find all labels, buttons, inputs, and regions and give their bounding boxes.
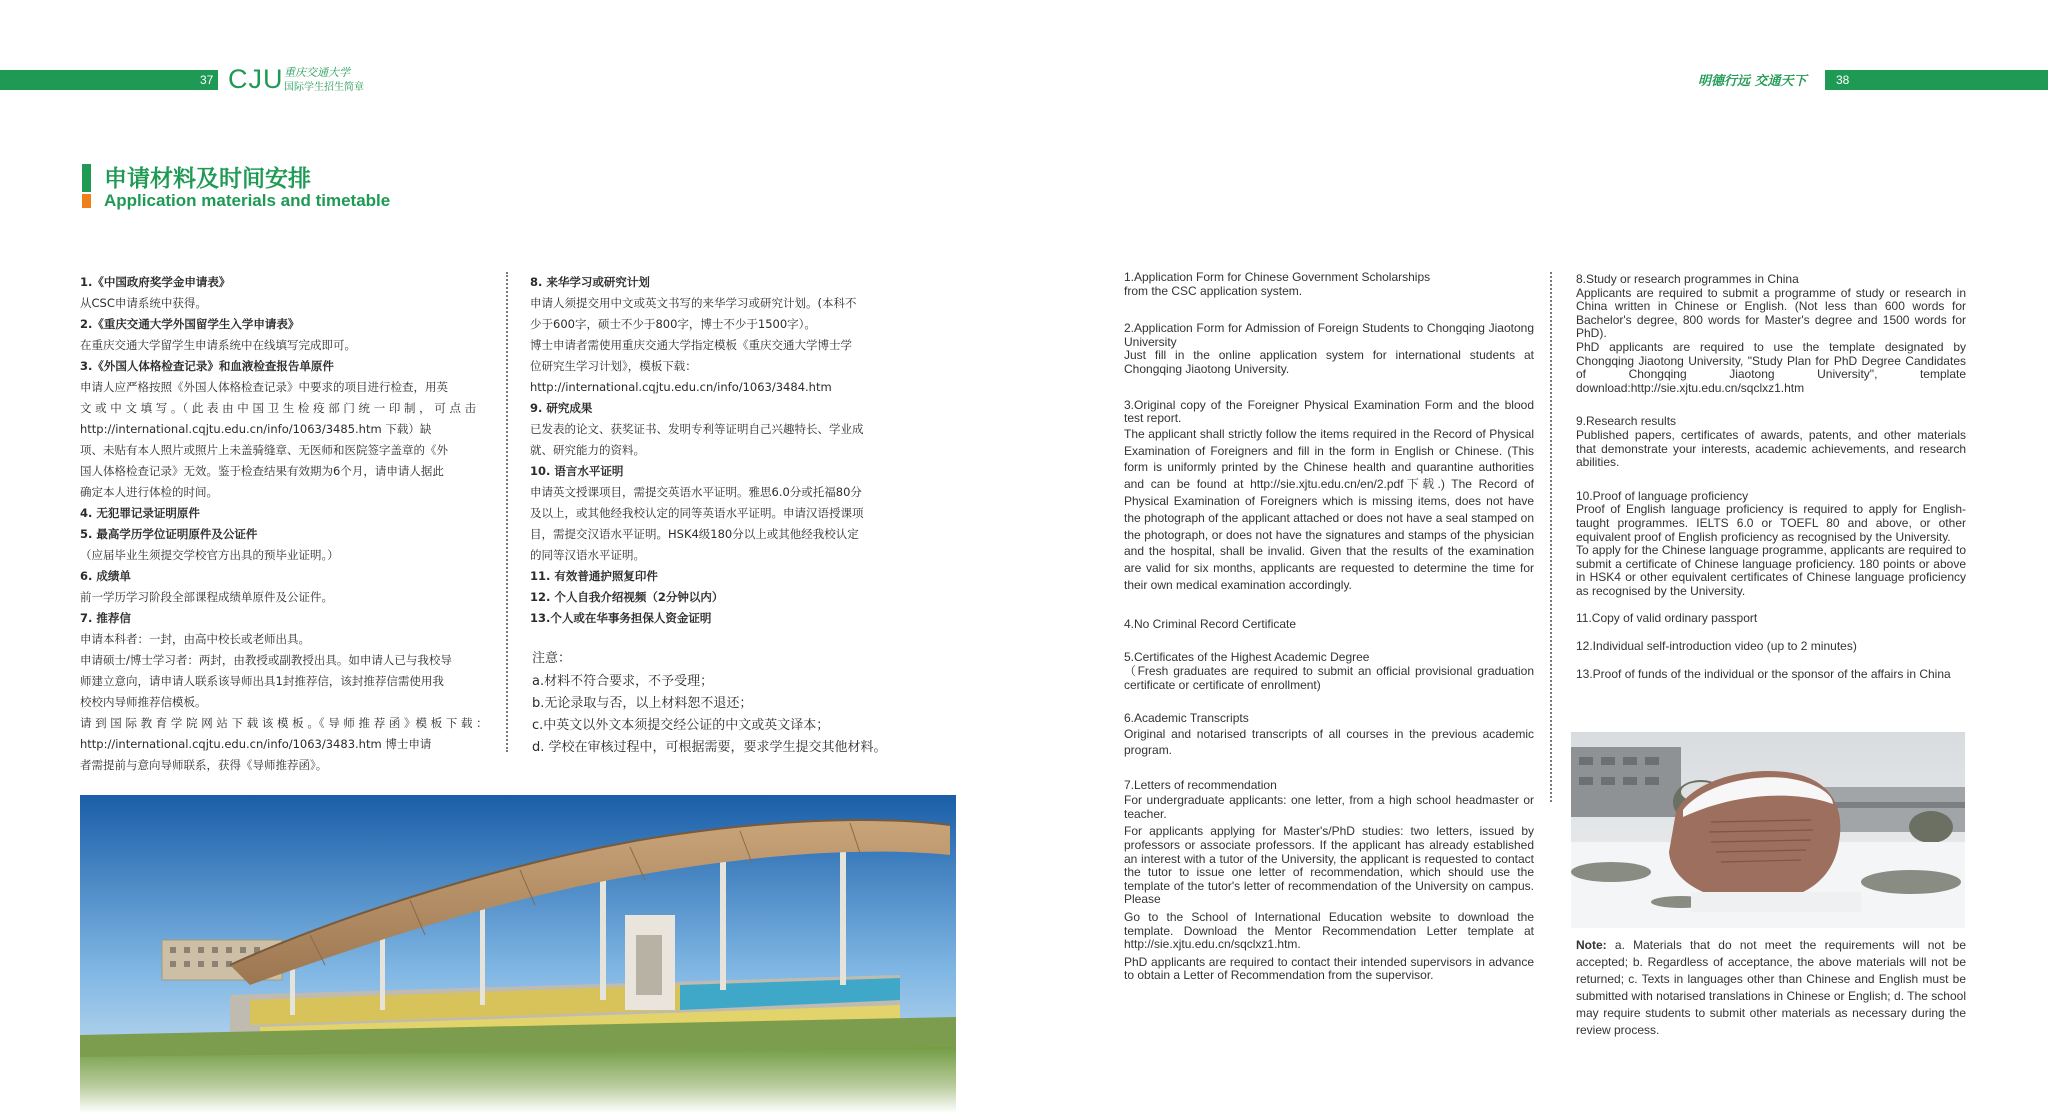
cn-text-line: 13.个人或在华事务担保人资金证明 — [530, 611, 712, 625]
en-item-11-title: 11.Copy of valid ordinary passport — [1576, 611, 1758, 626]
cn-text-line: 9. 研究成果 — [530, 401, 593, 415]
cn-text-line: 就、研究能力的资料。 — [530, 443, 645, 457]
cn-text-line: 6. 成绩单 — [80, 569, 131, 583]
cn-text-line: 12. 个人自我介绍视频（2分钟以内） — [530, 590, 724, 604]
en-item-7-body-4: PhD applicants are required to contact their intended supervisors in advance to obtain a Letter of Recommendation from the supervisor. — [1124, 954, 1534, 983]
en-item-5-body: （Fresh graduates are required to submit an official provisional graduation certificate or certificate of enrollment) — [1124, 663, 1534, 692]
en-item-1-body: from the CSC application system. — [1124, 283, 1303, 298]
stadium-photo — [80, 795, 956, 1113]
en-item-9-title: 9.Research results — [1576, 414, 1677, 429]
en-item-5-title: 5.Certificates of the Highest Academic Degree — [1124, 650, 1370, 665]
en-item-13-title: 13.Proof of funds of the individual or the sponsor of the affairs in China — [1576, 666, 1951, 681]
en-note-body: a. Materials that do not meet the requirements will not be accepted; b. Regardless of acceptance, the above materials will not be returned; c. Texts in languages other than Chinese and English must be submitted with notarised translations in Chinese or English; d. The school may require students to submit other materials as necessary during the review process. — [1576, 938, 1966, 1037]
cn-text-line: 已发表的论文、获奖证书、发明专利等证明自己兴趣特长、学业成 — [530, 422, 864, 436]
section-title-en: Application materials and timetable — [104, 191, 391, 210]
en-item-10-body-1: Proof of English language proficiency is required to apply for English-taught programmes. IELTS 6.0 or TOEFL 80 and above, or other equivalent proof of English proficiency as recognised by the University. — [1576, 502, 1966, 544]
cn-text-line: 目，需提交汉语水平证明。HSK4级180分以上或其他经我校认定 — [530, 527, 859, 541]
cju-logo-text: CJU — [228, 64, 284, 94]
column-divider-dotted — [506, 272, 508, 752]
cn-notice-item: d. 学校在审核过程中，可根据需要，要求学生提交其他材料。 — [532, 740, 887, 755]
en-item-9-body: Published papers, certificates of awards, patents, and other materials that demonstrate your interests, academic achievements, and research abilities. — [1576, 427, 1966, 470]
en-item-8-body-1: Applicants are required to submit a programme of study or research in China written in Chinese or English. (Not less than 600 words for Bachelor's degree, 800 words for Master's degree and 1500 words for PhD). — [1576, 285, 1966, 341]
column-divider-dotted-en — [1550, 272, 1552, 802]
cn-text-line: 申请人应严格按照《外国人体格检查记录》中要求的项目进行检查，用英 — [80, 380, 448, 394]
university-motto: 明德行远 交通天下 — [1698, 74, 1807, 89]
cn-text-line: http://international.cqjtu.edu.cn/info/1063/3483.htm 博士申请 — [80, 737, 432, 751]
cn-materials-column-2 — [530, 272, 902, 629]
cn-text-line: 2.《重庆交通大学外国留学生入学申请表》 — [80, 317, 300, 331]
en-item-8-title: 8.Study or research programmes in China — [1576, 272, 1799, 286]
logo-cn-subtitle: 国际学生招生简章 — [284, 82, 364, 93]
cn-text-line: 11. 有效普通护照复印件 — [530, 569, 658, 583]
cn-text-line: 请 到 国 际 教 育 学 院 网 站 下 载 该 模 板 。《 导 师 推 荐 函 》模 板 下 载 ： — [80, 716, 488, 730]
cn-text-line: 3.《外国人体格检查记录》和血液检查报告单原件 — [80, 359, 334, 373]
cn-text-line: 从CSC申请系统中获得。 — [80, 296, 207, 310]
cn-text-line: 项、未贴有本人照片或照片上未盖骑缝章、无医师和医院签字盖章的《外 — [80, 443, 448, 457]
cn-text-line: 文 或 中 文 填 写 。（ 此 表 由 中 国 卫 生 检 疫 部 门 统 一 印 制 ， 可 点 击 — [80, 401, 477, 415]
cn-notice-item: a.材料不符合要求，不予受理； — [532, 674, 714, 689]
page-number-left: 37 — [200, 73, 214, 87]
cn-text-line: 1.《中国政府奖学金申请表》 — [80, 275, 231, 289]
en-item-7-body-1: For undergraduate applicants: one letter, from a high school headmaster or teacher. — [1124, 793, 1534, 821]
en-materials-column-1 — [1124, 271, 1534, 983]
cn-materials-column-1 — [80, 272, 490, 776]
en-item-2-title: 2.Application Form for Admission of Foreign Students to Chongqing Jiaotong University — [1124, 321, 1534, 349]
page-number-right: 38 — [1836, 73, 1850, 87]
cn-text-line: 者需提前与意向导师联系，获得《导师推荐函》。 — [80, 758, 328, 772]
en-item-3-title: 3.Original copy of the Foreigner Physical Examination Form and the blood test report. — [1124, 397, 1534, 426]
cn-text-line: （应届毕业生须提交学校官方出具的预毕业证明。） — [80, 548, 339, 562]
heading-bar-orange — [82, 194, 91, 208]
cn-text-line: http://international.cqjtu.edu.cn/info/1063/3485.htm 下载）缺 — [80, 422, 432, 436]
cn-notice-title: 注意： — [532, 651, 572, 666]
cn-text-line: 7. 推荐信 — [80, 611, 131, 625]
cn-text-line: 师建立意向，请申请人联系该导师出具1封推荐信，该封推荐信需使用我 — [80, 674, 444, 688]
cn-text-line: 校校内导师推荐信模板。 — [80, 695, 207, 709]
cn-text-line: 10. 语言水平证明 — [530, 464, 624, 478]
en-item-2-body: Just fill in the online application system for international students at Chongqing Jiaotong University. — [1124, 348, 1534, 376]
en-item-3-body: The applicant shall strictly follow the items required in the Record of Physical Examination of Foreigners and fill in the form in English or Chinese. (This form is uniformly printed by the Chinese health and quarantine authorities and can be found at http://sie.xjtu.edu.cn/en/2.pdf下载.) The Record of Physical Examination of Foreigners which is missing items, does not have the photograph of the applicant attached or does not have a seal stamped on the photograph, or does not have the signatures and stamps of the physician and the hospital, shall be invalid. Given that the results of the examination are valid for six months, applicants are requested to determine the time for their own medical examination accordingly. — [1124, 426, 1534, 592]
heading-bar-green — [82, 164, 91, 192]
cn-notice — [532, 648, 902, 759]
cn-text-line: 确定本人进行体检的时间。 — [80, 485, 218, 499]
en-item-10-title: 10.Proof of language proficiency — [1576, 488, 1749, 503]
campus-snow-rock-photo — [1571, 732, 1965, 928]
cn-text-line: 4. 无犯罪记录证明原件 — [80, 506, 200, 520]
en-item-7-body-2: For applicants applying for Master's/PhD studies: two letters, issued by professors or associate professors. If the applicant has already established an interest with a tutor of the University, the applicant is requested to contact the tutor to issue one letter of recommendation, which should use the template of the tutor's letter of recommendation of the University on campus. Please — [1124, 824, 1534, 907]
cn-text-line: 5. 最高学历学位证明原件及公证件 — [80, 527, 258, 541]
cn-text-line: 申请硕士/博士学习者：两封，由教授或副教授出具。如申请人已与我校导 — [80, 653, 452, 667]
header-band-left — [0, 70, 218, 90]
cn-text-line: 少于600字，硕士不少于800字，博士不少于1500字）。 — [530, 317, 816, 331]
cn-text-line: 前一学历学习阶段全部课程成绩单原件及公证件。 — [80, 590, 333, 604]
en-item-6-body: Original and notarised transcripts of all courses in the previous academic program. — [1124, 726, 1534, 758]
en-item-1-title: 1.Application Form for Chinese Government Scholarships — [1124, 270, 1431, 284]
cn-notice-item: c.中英文以外文本须提交经公证的中文或英文译本； — [532, 718, 830, 733]
en-materials-column-2 — [1576, 273, 1966, 681]
cn-text-line: 申请英文授课项目，需提交英语水平证明。雅思6.0分或托福80分 — [530, 485, 862, 499]
cn-text-line: 8. 来华学习或研究计划 — [530, 275, 650, 289]
cn-text-line: 的同等汉语水平证明。 — [530, 548, 645, 562]
cn-text-line: 申请本科者：一封，由高中校长或老师出具。 — [80, 632, 310, 646]
cn-text-line: http://international.cqjtu.edu.cn/info/1063/3484.htm — [530, 380, 832, 394]
en-note-label: Note: — [1576, 938, 1607, 952]
en-item-7-title: 7.Letters of recommendation — [1124, 777, 1277, 792]
header-band-right — [1825, 70, 2048, 90]
cn-notice-item: b.无论录取与否，以上材料恕不退还； — [532, 696, 753, 711]
en-item-6-title: 6.Academic Transcripts — [1124, 711, 1249, 726]
en-item-4-title: 4.No Criminal Record Certificate — [1124, 616, 1297, 631]
en-item-8-body-2: PhD applicants are required to use the template designated by Chongqing Jiaotong University, "Study Plan for PhD Degree Candidates of Chongqing Jiaotong University", template download:http://sie.xjtu.edu.cn/sqclxz1.htm — [1576, 339, 1966, 395]
cn-text-line: 博士申请者需使用重庆交通大学指定模板《重庆交通大学博士学 — [530, 338, 852, 352]
logo-cn-university: 重庆交通大学 — [284, 66, 350, 79]
cn-text-line: 及以上，或其他经我校认定的同等英语水平证明。申请汉语授课项 — [530, 506, 864, 520]
en-item-10-body-2: To apply for the Chinese language programme, applicants are required to submit a certificate of Chinese language proficiency. 180 points or above in HSK4 or other equivalent certificates of Chinese language proficiency as recognised by the University. — [1576, 543, 1966, 598]
en-item-12-title: 12.Individual self-introduction video (up to 2 minutes) — [1576, 639, 1857, 654]
cn-text-line: 申请人须提交用中文或英文书写的来华学习或研究计划。(本科不 — [530, 296, 857, 310]
cn-text-line: 位研究生学习计划》，模板下载： — [530, 359, 697, 373]
en-notice — [1576, 937, 1966, 1039]
en-item-7-body-3: Go to the School of International Education website to download the template. Download the Mentor Recommendation Letter template at http://sie.xjtu.edu.cn/sqclxz1.htm. — [1124, 910, 1534, 952]
cn-text-line: 在重庆交通大学留学生申请系统中在线填写完成即可。 — [80, 338, 356, 352]
cn-text-line: 国人体格检查记录》无效。鉴于检查结果有效期为6个月，请申请人据此 — [80, 464, 444, 478]
section-title-cn: 申请材料及时间安排 — [104, 166, 311, 192]
